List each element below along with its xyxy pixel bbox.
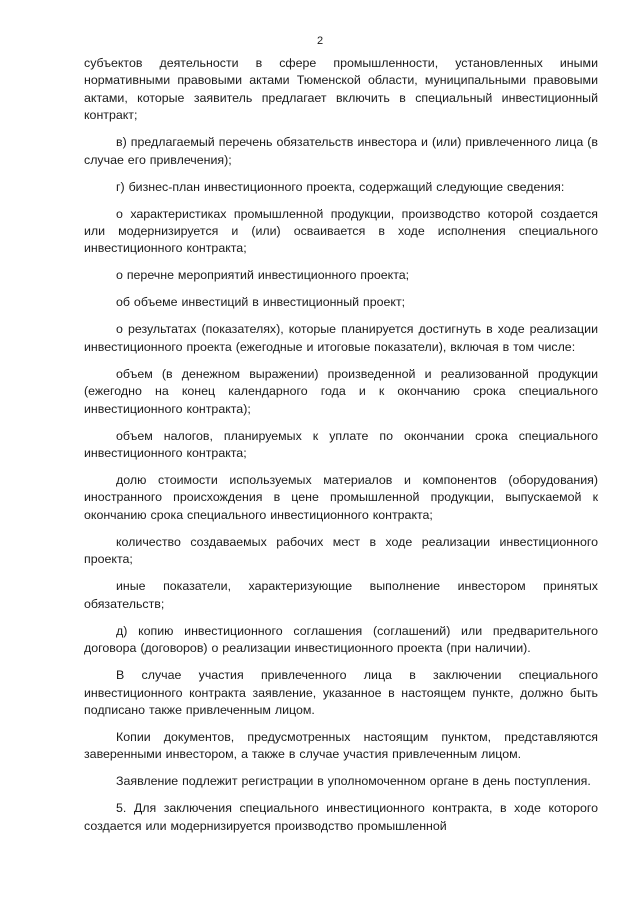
paragraph-results-indicators: о результатах (показателях), которые планируется достигнуть в ходе реализации инвестиционного проекта (ежегодные и итоговые показатели), включая в том числе: (84, 322, 598, 354)
paragraph-foreign-share: долю стоимости используемых материалов и компонентов (оборудования) иностранного происхождения в цене промышленной продукции, выпускаемой к окончанию срока специального инвестиционного контракта; (84, 473, 598, 522)
paragraph-investment-volume: об объеме инвестиций в инвестиционный проект; (116, 295, 406, 310)
paragraph-document-copies: Копии документов, предусмотренных настоящим пунктом, представляются заверенными инвестором, а также в случае участия привлеченным лицом. (84, 729, 598, 762)
paragraph-project-activities: о перечне мероприятий инвестиционного проекта; (116, 268, 410, 283)
paragraph-item-g: г) бизнес-план инвестиционного проекта, содержащий следующие сведения: (116, 179, 565, 194)
paragraph-jobs-created: количество создаваемых рабочих мест в ходе реализации инвестиционного проекта; (84, 534, 598, 567)
paragraph-item-v: в) предлагаемый перечень обязательств инвестора и (или) привлеченного лица (в случае его привлечения); (84, 135, 598, 167)
paragraph-attracted-person: В случае участия привлеченного лица в заключении специального инвестиционного контракта заявление, указанное в настоящем пункте, должно быть подписано также привлеченным лицом. (84, 668, 598, 717)
paragraph-continuation: субъектов деятельности в сфере промышленности, установленных иными нормативными правовыми актами Тюменской области, муниципальными правовыми актами, которые заявитель предлагает включить в специальный инвестиционный контракт; (84, 56, 598, 123)
paragraph-product-characteristics: о характеристиках промышленной продукции, производство которой создается или модернизируется и (или) осваивается в ходе исполнения специального инвестиционного контракта; (84, 206, 598, 256)
paragraph-item-d: д) копию инвестиционного соглашения (соглашений) или предварительного договора (договоров) о реализации инвестиционного проекта (при наличии). (84, 623, 598, 656)
page-number: 2 (316, 35, 324, 47)
document-body (84, 55, 598, 845)
paragraph-other-indicators: иные показатели, характеризующие выполнение инвестором принятых обязательств; (84, 579, 598, 611)
paragraph-production-volume: объем (в денежном выражении) произведенной и реализованной продукции (ежегодно на конец календарного года и к окончанию срока специального инвестиционного контракта); (84, 366, 598, 416)
paragraph-section-5: 5. Для заключения специального инвестиционного контракта, в ходе которого создается или модернизируется производство промышленной (84, 801, 598, 833)
paragraph-taxes-volume: объем налогов, планируемых к уплате по окончании срока специального инвестиционного контракта; (84, 428, 598, 461)
paragraph-registration: Заявление подлежит регистрации в уполномоченном органе в день поступления. (116, 774, 591, 789)
